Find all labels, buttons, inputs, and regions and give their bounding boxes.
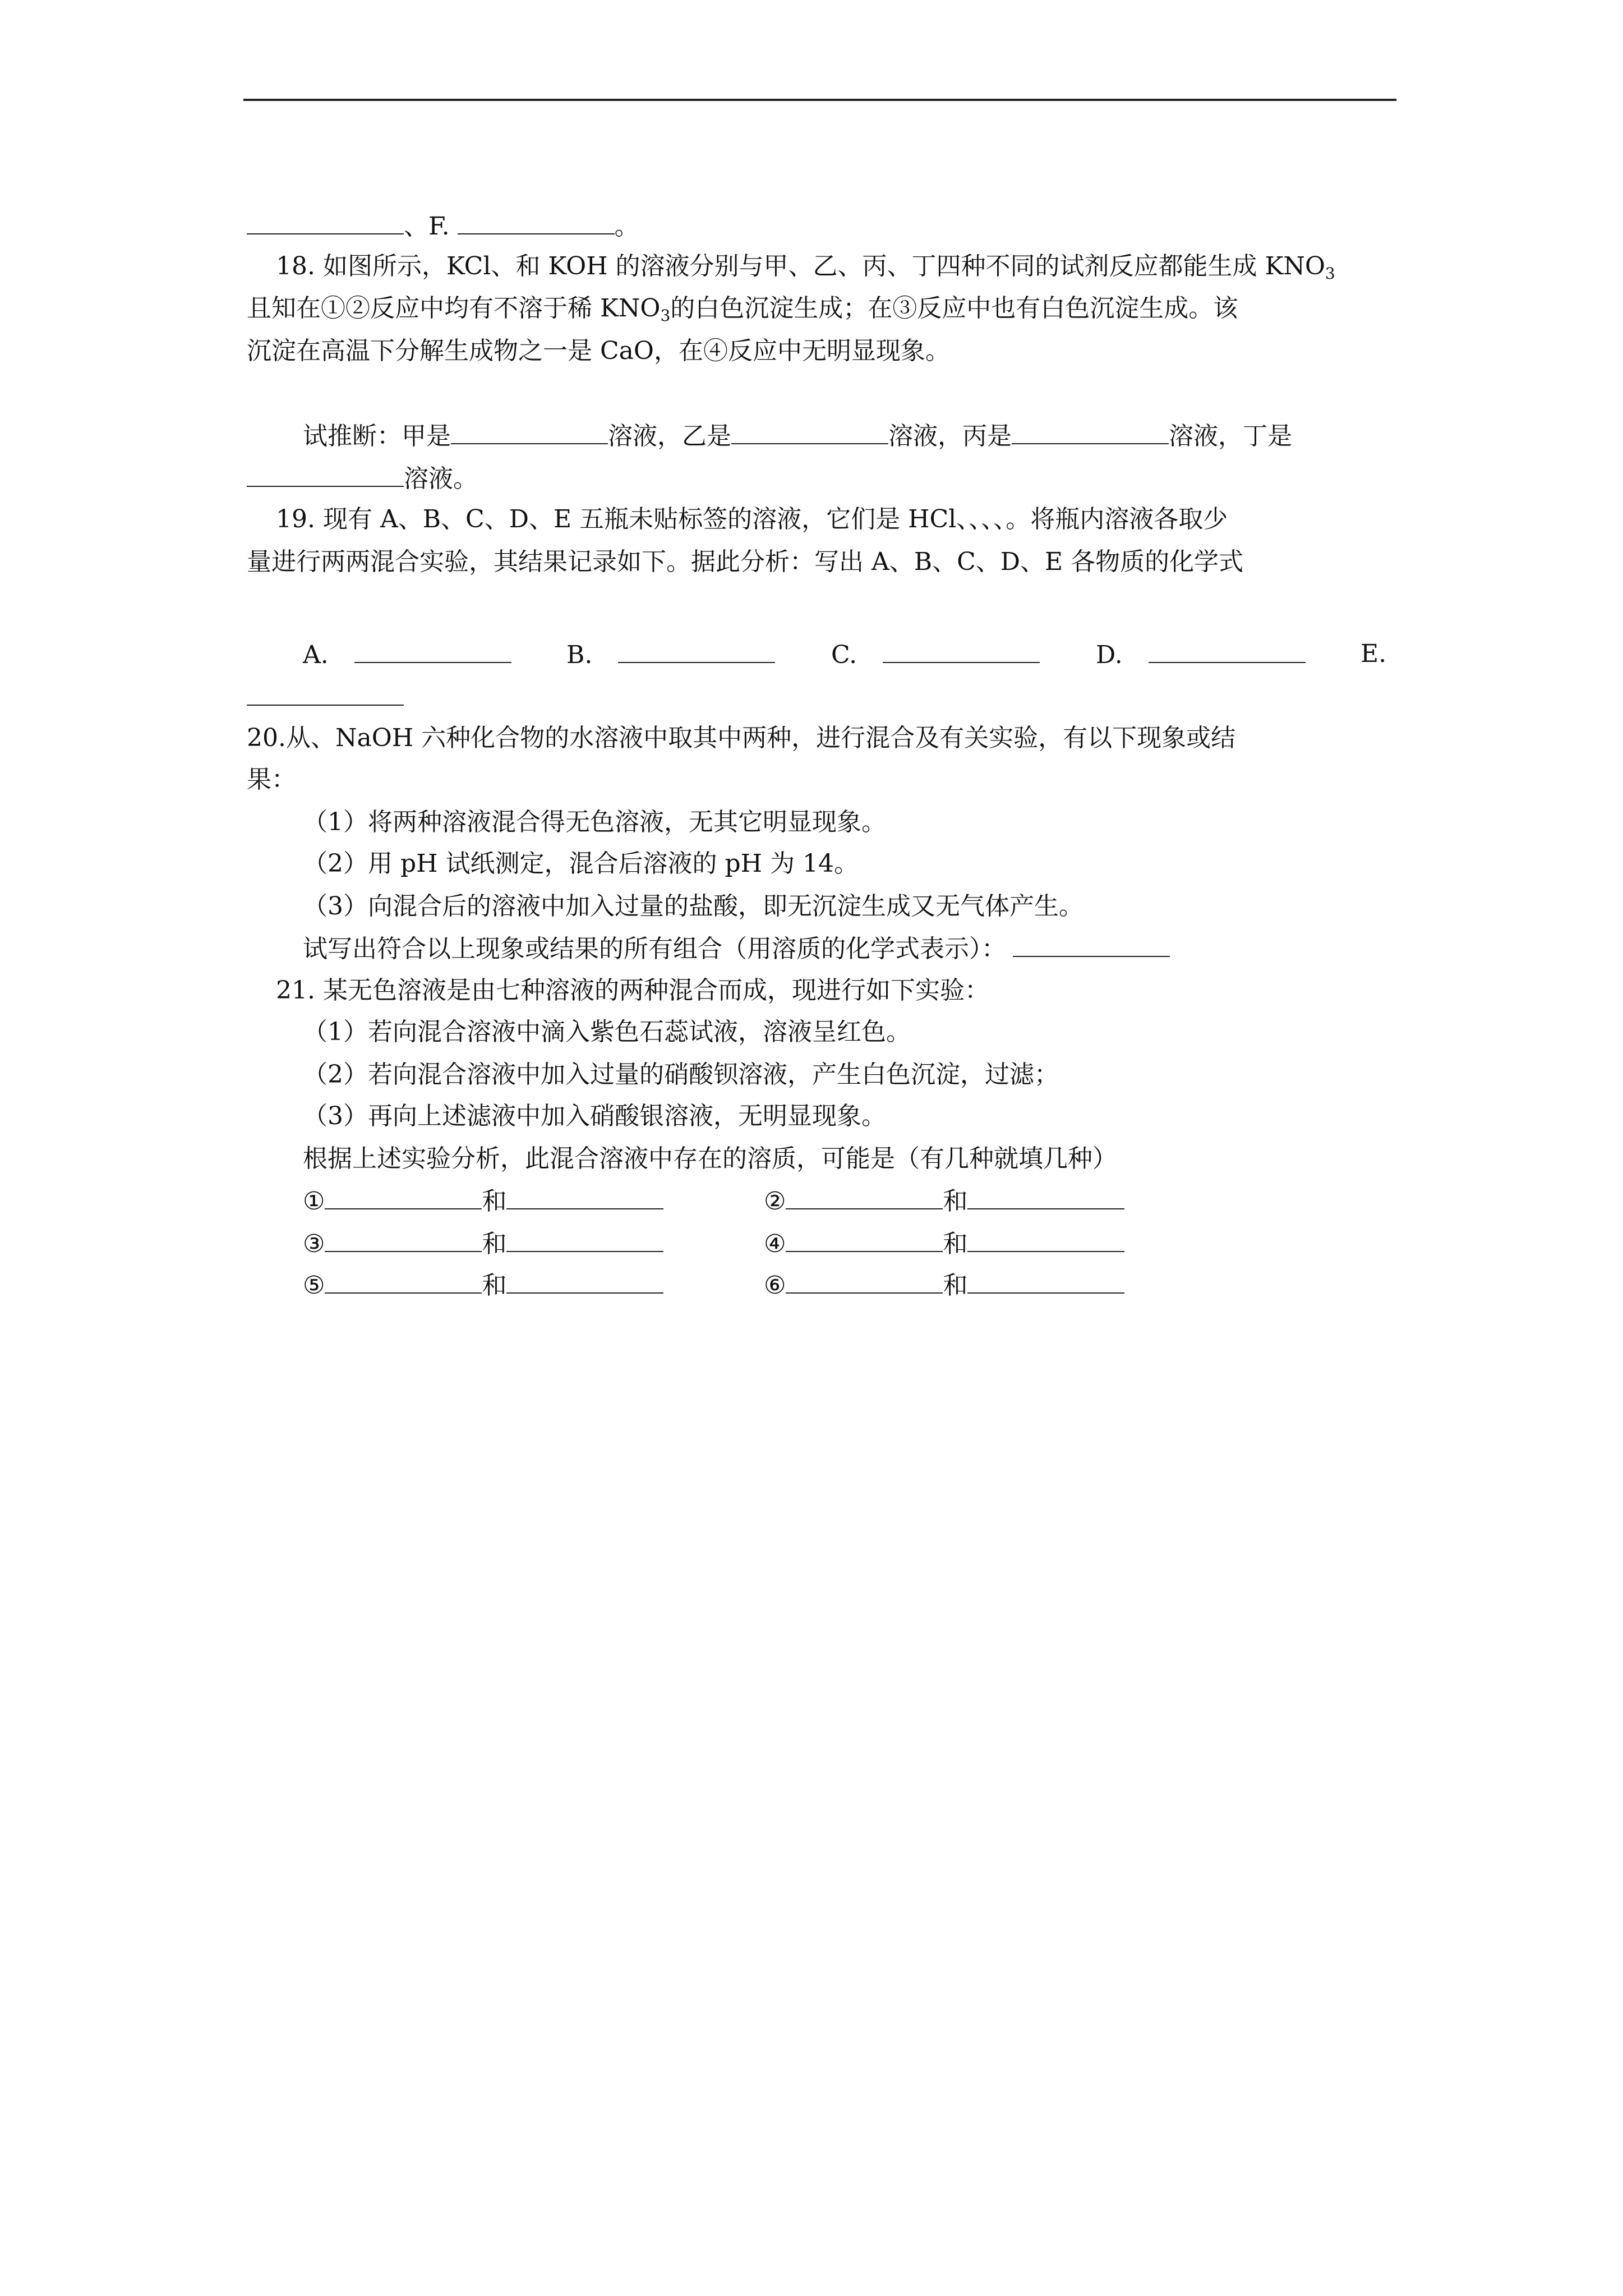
q18-line2: 且知在①②反应中均有不溶于稀 $KNO_3$的白色沉淀生成；在③反应中也有白色沉淀生成。该 — [247, 294, 1238, 325]
q20-line2: 果： — [247, 765, 296, 794]
answer-blank[interactable] — [325, 1268, 482, 1294]
q21-ask: 根据上述实验分析，此混合溶液中存在的溶质，可能是（有几种就填几种） — [303, 1144, 1117, 1173]
q21-pair-5: ⑤ 和 — [303, 1268, 663, 1303]
q21-pair-1: ① 和 — [303, 1184, 663, 1218]
q19-label-c: C. — [831, 637, 1040, 672]
q19-label-a: A. — [303, 637, 511, 672]
answer-blank[interactable] — [967, 1268, 1124, 1294]
q17-tail — [247, 209, 639, 243]
q20-item1: （1）将两种溶液混合得无色溶液，无其它明显现象。 — [303, 808, 886, 836]
answer-blank[interactable] — [967, 1226, 1124, 1252]
q21-pair-3: ③ 和 — [303, 1226, 663, 1261]
answer-blank[interactable] — [458, 209, 615, 234]
q19-label-b: B. — [566, 637, 775, 672]
q20-item3: （3）向混合后的溶液中加入过量的盐酸，即无沉淀生成又无气体产生。 — [303, 892, 1083, 921]
q18-infer: 试推断：甲是 溶液，乙是 溶液，丙是 溶液，丁是 — [303, 418, 1292, 453]
q19-e-blank-line — [247, 680, 404, 715]
answer-blank[interactable] — [1012, 418, 1169, 444]
q19-label-e: E. — [1361, 639, 1387, 668]
answer-blank[interactable] — [731, 418, 888, 444]
answer-blank[interactable] — [1013, 931, 1170, 957]
answer-blank[interactable] — [786, 1268, 943, 1294]
q18-infer-end: 溶液。 — [247, 461, 478, 496]
answer-blank[interactable] — [247, 209, 404, 234]
answer-blank[interactable] — [325, 1184, 482, 1209]
q21-pair-4: ④ 和 — [764, 1226, 1124, 1261]
q21-pair-6: ⑥ 和 — [764, 1268, 1124, 1303]
q18-line1: 18. 如图所示，KCl、和 KOH 的溶液分别与甲、乙、丙、丁四种不同的试剂反应都能生成 $KNO_3$ — [276, 252, 1335, 283]
answer-blank[interactable] — [354, 637, 511, 663]
answer-blank[interactable] — [1149, 637, 1306, 663]
q19-line1: 19. 现有 A、B、C、D、E 五瓶未贴标签的溶液，它们是 HCl、、、、。将瓶内溶液各取少 — [276, 505, 1228, 533]
answer-blank[interactable] — [506, 1184, 663, 1209]
answer-blank[interactable] — [506, 1268, 663, 1294]
answer-blank[interactable] — [618, 637, 775, 663]
answer-blank[interactable] — [883, 637, 1040, 663]
q18-line3: 沉淀在高温下分解生成物之一是 CaO，在④反应中无明显现象。 — [247, 337, 950, 365]
q17-end: 。 — [614, 212, 639, 241]
answer-blank[interactable] — [786, 1226, 943, 1252]
q21-item2: （2）若向混合溶液中加入过量的硝酸钡溶液，产生白色沉淀，过滤； — [303, 1060, 1059, 1089]
q17-sep: 、F. — [404, 212, 450, 241]
answer-blank[interactable] — [506, 1226, 663, 1252]
q21-item1: （1）若向混合溶液中滴入紫色石蕊试液，溶液呈红色。 — [303, 1018, 911, 1046]
q21-pair-2: ② 和 — [764, 1184, 1124, 1218]
answer-blank[interactable] — [247, 461, 404, 487]
q20-item2: （2）用 pH 试纸测定，混合后溶液的 pH 为 14。 — [303, 849, 859, 878]
answer-blank[interactable] — [786, 1184, 943, 1209]
q21-line1: 21. 某无色溶液是由七种溶液的两种混合而成，现进行如下实验： — [276, 976, 989, 1005]
answer-blank[interactable] — [325, 1226, 482, 1252]
q21-item3: （3）再向上述滤液中加入硝酸银溶液，无明显现象。 — [303, 1102, 886, 1130]
answer-blank[interactable] — [967, 1184, 1124, 1209]
q20-ask: 试写出符合以上现象或结果的所有组合（用溶质的化学式表示）： — [303, 931, 1170, 966]
q19-label-d: D. — [1096, 637, 1306, 672]
header-rule — [243, 99, 1396, 101]
q19-line2: 量进行两两混合实验，其结果记录如下。据此分析：写出 A、B、C、D、E 各物质的化学式 — [247, 547, 1244, 576]
answer-blank[interactable] — [451, 418, 608, 444]
q20-line1: 20.从、NaOH 六种化合物的水溶液中取其中两种，进行混合及有关实验，有以下现象或结 — [247, 724, 1236, 752]
answer-blank[interactable] — [247, 680, 404, 706]
